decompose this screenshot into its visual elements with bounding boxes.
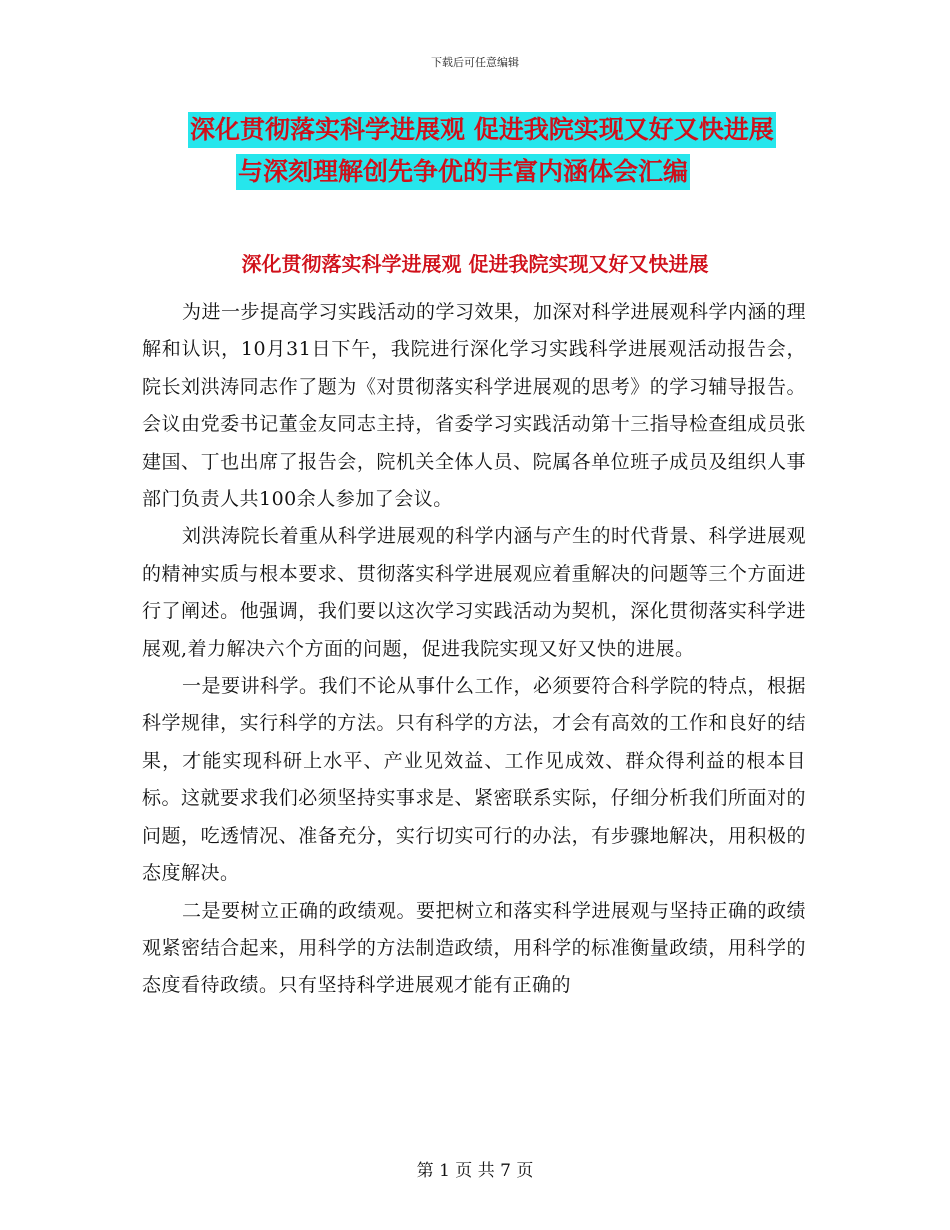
header-note: 下载后可任意编辑	[431, 56, 519, 69]
section-heading: 深化贯彻落实科学进展观 促进我院实现又好又快进展	[241, 252, 709, 276]
paragraph-3: 一是要讲科学。我们不论从事什么工作，必须要符合科学院的特点，根据科学规律，实行科学的方法。只有科学的方法，才会有高效的工作和良好的结果，才能实现科研上水平、产业见效益、工作见成效、群众得利益的根本目标。这就要求我们必须坚持实事求是、紧密联系实际，仔细分析我们所面对的问题，吃透情况、准备充分，实行切实可行的办法，有步骤地解决，用积极的态度解决。	[142, 675, 807, 885]
page-number-footer: 第 1 页 共 7 页	[416, 1161, 534, 1181]
paragraph-4: 二是要树立正确的政绩观。要把树立和落实科学进展观与坚持正确的政绩观紧密结合起来，用科学的方法制造政绩，用科学的标准衡量政绩，用科学的态度看待政绩。只有坚持科学进展观才能有正确的	[142, 899, 807, 997]
title-line-2: 与深刻理解创先争优的丰富内涵体会汇编	[236, 154, 690, 190]
paragraph-2: 刘洪涛院长着重从科学进展观的科学内涵与产生的时代背景、科学进展观的精神实质与根本要求、贯彻落实科学进展观应着重解决的问题等三个方面进行了阐述。他强调，我们要以这次学习实践活动为契机，深化贯彻落实科学进展观,着力解决六个方面的问题，促进我院实现又好又快的进展。	[142, 525, 807, 660]
title-line-1: 深化贯彻落实科学进展观 促进我院实现又好又快进展	[188, 112, 776, 148]
paragraph-1: 为进一步提高学习实践活动的学习效果，加深对科学进展观科学内涵的理解和认识，10月31日下午，我院进行深化学习实践科学进展观活动报告会，院长刘洪涛同志作了题为《对贯彻落实科学进展观的思考》的学习辅导报告。会议由党委书记董金友同志主持，省委学习实践活动第十三指导检查组成员张建国、丁也出席了报告会，院机关全体人员、院属各单位班子成员及组织人事部门负责人共100余人参加了会议。	[142, 301, 807, 511]
document-title	[188, 112, 828, 190]
body-text	[142, 294, 806, 1005]
